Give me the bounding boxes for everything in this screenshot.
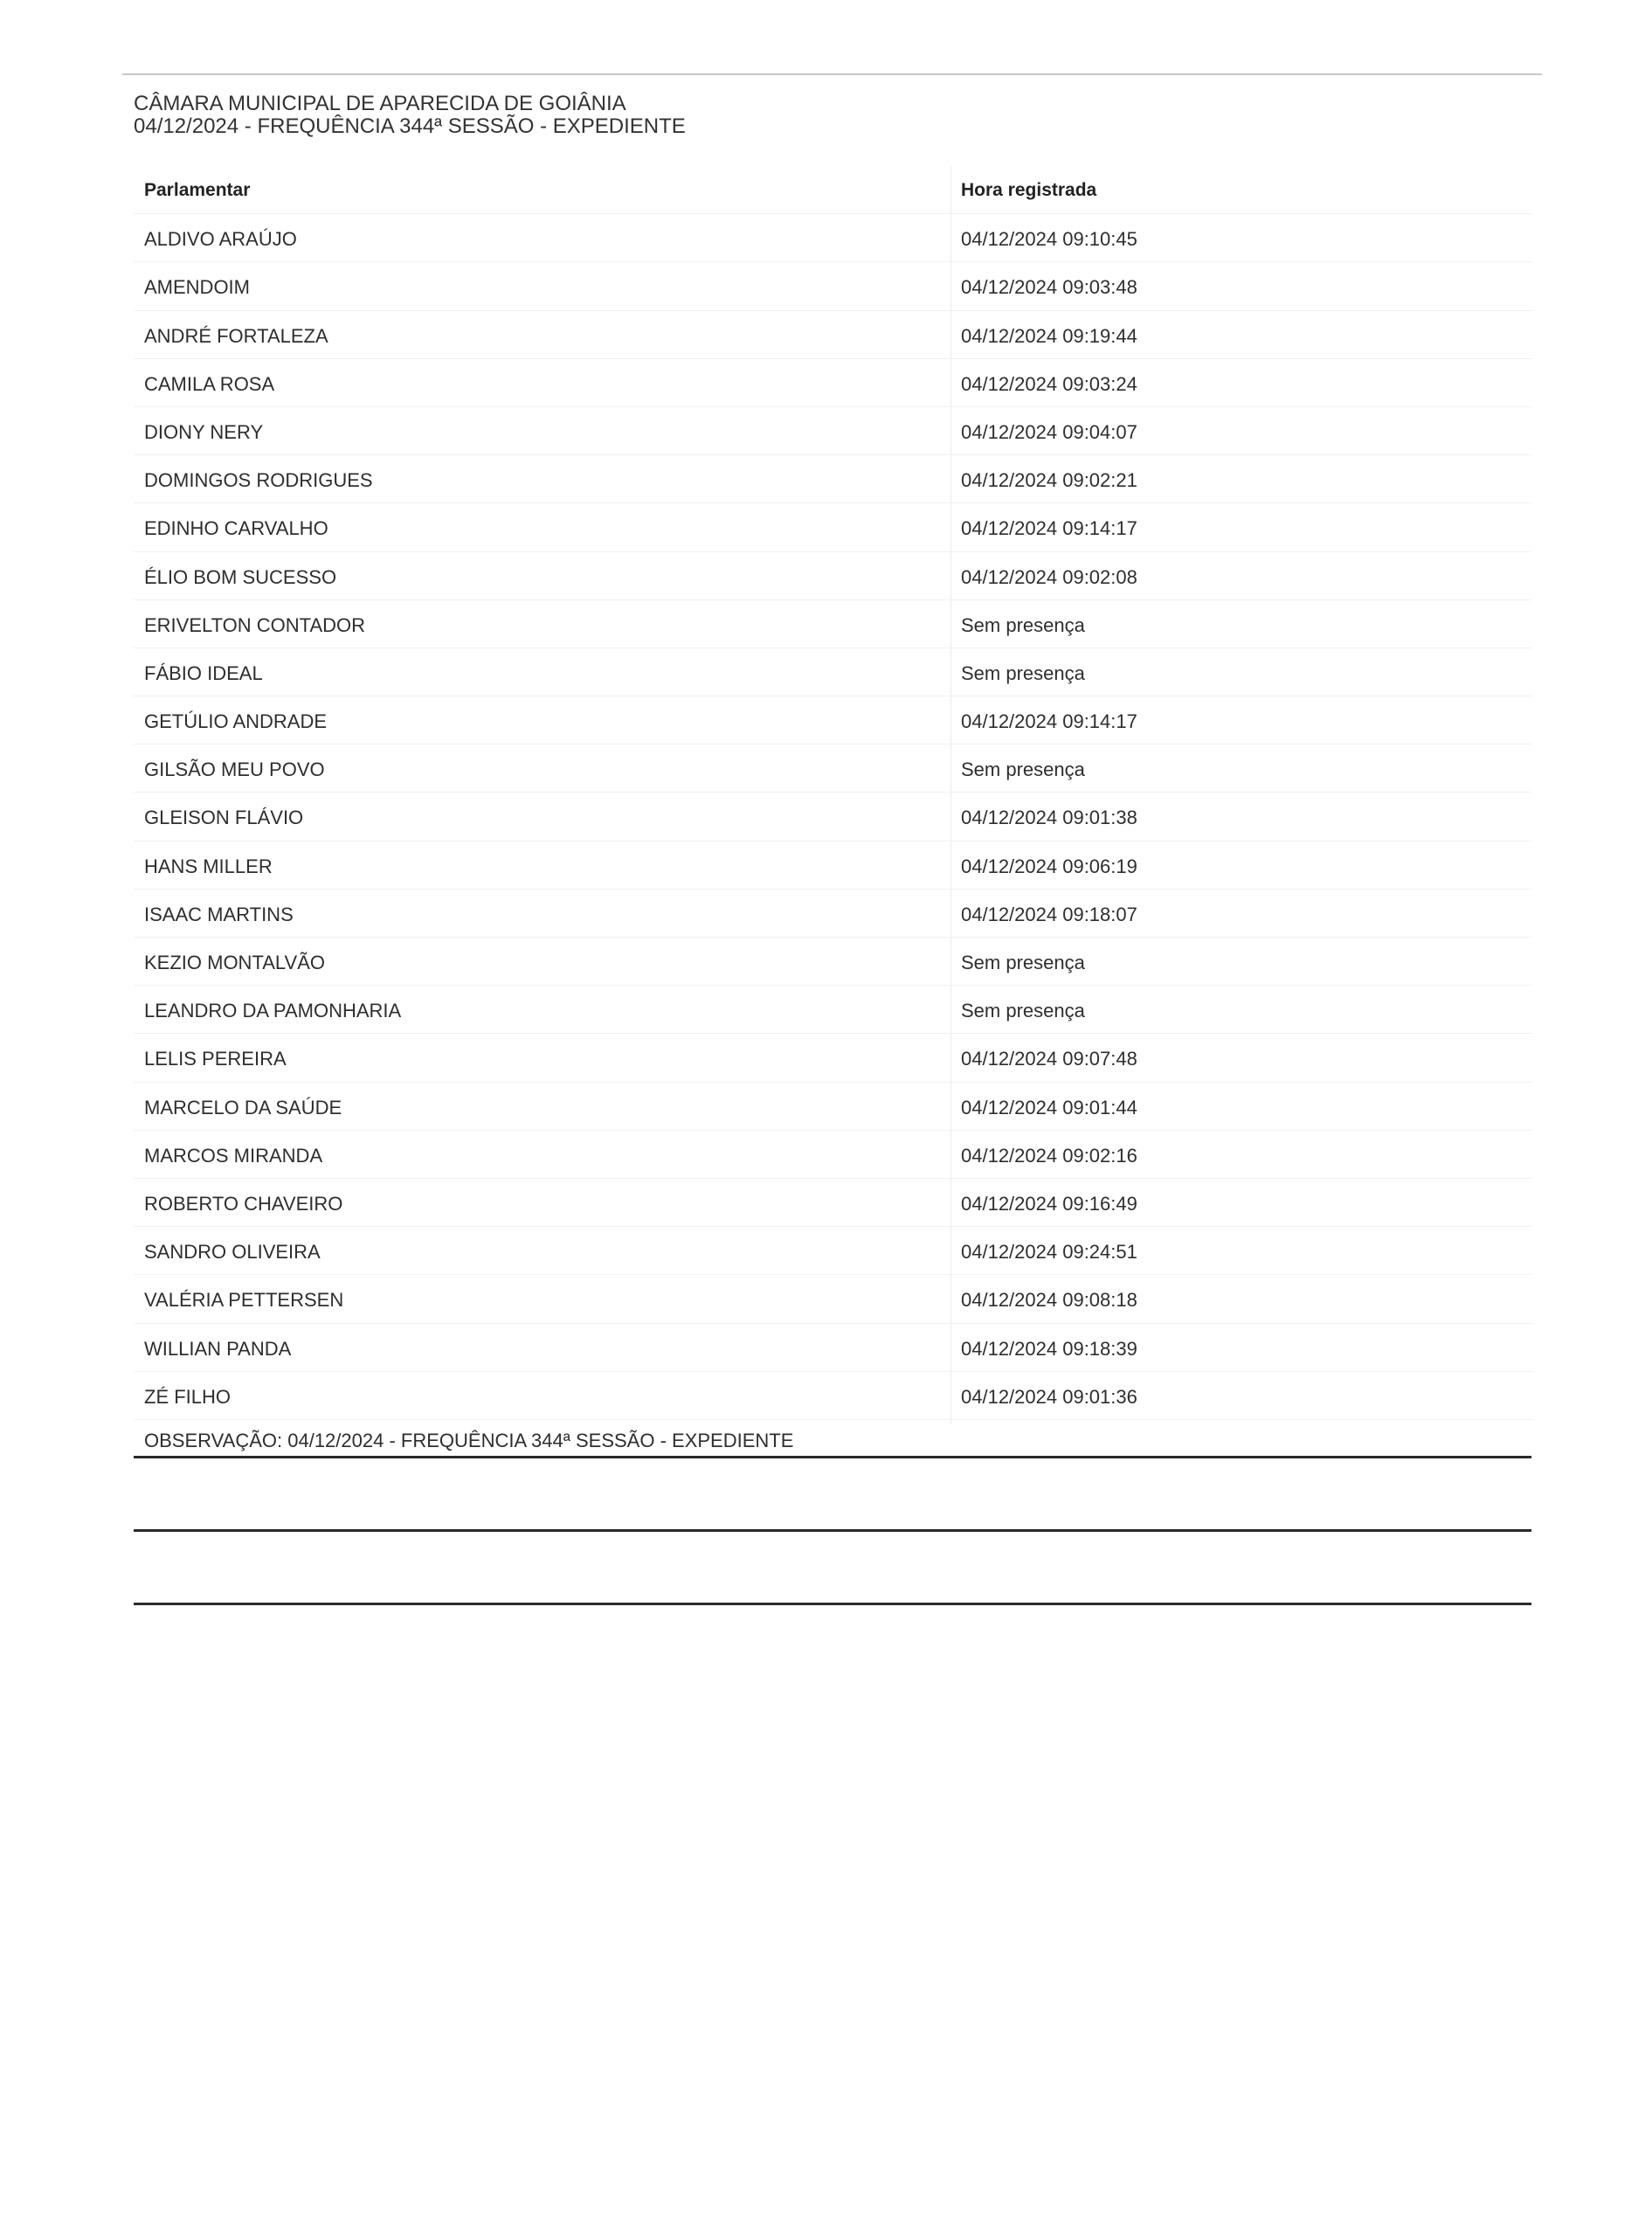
- parlamentar-name: FÁBIO IDEAL: [144, 661, 263, 684]
- parlamentar-name: DOMINGOS RODRIGUES: [144, 469, 373, 492]
- parlamentar-name: ÉLIO BOM SUCESSO: [144, 565, 337, 588]
- parlamentar-name: ROBERTO CHAVEIRO: [144, 1192, 343, 1215]
- parlamentar-name: CAMILA ROSA: [144, 372, 275, 395]
- session-title: 04/12/2024 - FREQUÊNCIA 344ª SESSÃO - EXPEDIENTE: [134, 114, 686, 138]
- registered-time: 04/12/2024 09:02:16: [961, 1144, 1137, 1167]
- table-row: [134, 696, 1531, 745]
- table-row: [134, 359, 1531, 407]
- column-header-parlamentar: Parlamentar: [144, 180, 251, 200]
- registered-time: Sem presença: [961, 661, 1085, 684]
- signature-line-2: [134, 1529, 1531, 1532]
- parlamentar-name: VALÉRIA PETTERSEN: [144, 1289, 344, 1312]
- parlamentar-name: GETÚLIO ANDRADE: [144, 710, 328, 733]
- registered-time: Sem presença: [961, 952, 1085, 973]
- parlamentar-name: ERIVELTON CONTADOR: [144, 613, 366, 636]
- table-row: [134, 455, 1531, 503]
- table-row: [134, 1131, 1531, 1179]
- parlamentar-name: KEZIO MONTALVÃO: [144, 952, 325, 973]
- table-row: [134, 1275, 1531, 1323]
- registered-time: 04/12/2024 09:06:19: [961, 855, 1137, 877]
- table-row: [134, 1034, 1531, 1082]
- table-row: [134, 793, 1531, 841]
- parlamentar-name: LELIS PEREIRA: [144, 1048, 287, 1070]
- registered-time: 04/12/2024 09:10:45: [961, 228, 1137, 251]
- observation-text: OBSERVAÇÃO: 04/12/2024 - FREQUÊNCIA 344ª SESSÃO - EXPEDIENTE: [144, 1430, 794, 1451]
- table-row: [134, 841, 1531, 890]
- table-row: [134, 745, 1531, 793]
- attendance-table: [134, 166, 1531, 1420]
- registered-time: Sem presença: [961, 613, 1085, 636]
- parlamentar-name: SANDRO OLIVEIRA: [144, 1241, 321, 1264]
- registered-time: 04/12/2024 09:03:48: [961, 276, 1137, 299]
- table-row: [134, 262, 1531, 310]
- registered-time: Sem presença: [961, 1000, 1085, 1022]
- registered-time: 04/12/2024 09:02:08: [961, 565, 1137, 588]
- table-row: [134, 890, 1531, 938]
- registered-time: 04/12/2024 09:14:17: [961, 710, 1137, 733]
- table-row: [134, 938, 1531, 986]
- parlamentar-name: WILLIAN PANDA: [144, 1337, 292, 1360]
- parlamentar-name: ALDIVO ARAÚJO: [144, 228, 297, 251]
- registered-time: Sem presença: [961, 758, 1085, 781]
- table-row: [134, 311, 1531, 359]
- parlamentar-name: MARCELO DA SAÚDE: [144, 1096, 342, 1118]
- registered-time: 04/12/2024 09:14:17: [961, 517, 1137, 540]
- registered-time: 04/12/2024 09:04:07: [961, 420, 1137, 443]
- signature-line-1: [134, 1456, 1531, 1458]
- table-row: [134, 648, 1531, 696]
- table-row: [134, 1372, 1531, 1420]
- registered-time: 04/12/2024 09:24:51: [961, 1241, 1137, 1264]
- table-header-row: [134, 166, 1531, 214]
- top-divider: [122, 73, 1542, 75]
- column-header-hora-registrada: Hora registrada: [961, 180, 1097, 200]
- registered-time: 04/12/2024 09:03:24: [961, 372, 1137, 395]
- table-row: [134, 214, 1531, 262]
- registered-time: 04/12/2024 09:01:36: [961, 1385, 1137, 1408]
- registered-time: 04/12/2024 09:18:07: [961, 903, 1137, 925]
- table-row: [134, 1083, 1531, 1131]
- registered-time: 04/12/2024 09:18:39: [961, 1337, 1137, 1360]
- registered-time: 04/12/2024 09:02:21: [961, 469, 1137, 492]
- parlamentar-name: ZÉ FILHO: [144, 1385, 232, 1408]
- parlamentar-name: GILSÃO MEU POVO: [144, 758, 325, 781]
- table-row: [134, 986, 1531, 1034]
- registered-time: 04/12/2024 09:19:44: [961, 324, 1137, 347]
- signature-line-3: [134, 1603, 1531, 1605]
- registered-time: 04/12/2024 09:07:48: [961, 1048, 1137, 1070]
- parlamentar-name: EDINHO CARVALHO: [144, 517, 328, 540]
- parlamentar-name: AMENDOIM: [144, 276, 250, 299]
- table-row: [134, 1227, 1531, 1275]
- registered-time: 04/12/2024 09:01:44: [961, 1096, 1137, 1118]
- table-row: [134, 600, 1531, 648]
- table-row: [134, 552, 1531, 600]
- parlamentar-name: LEANDRO DA PAMONHARIA: [144, 1000, 402, 1022]
- parlamentar-name: DIONY NERY: [144, 420, 264, 443]
- document-header: [134, 93, 686, 138]
- table-row: [134, 407, 1531, 455]
- registered-time: 04/12/2024 09:08:18: [961, 1289, 1137, 1312]
- institution-title: CÂMARA MUNICIPAL DE APARECIDA DE GOIÂNIA: [134, 92, 626, 115]
- parlamentar-name: ANDRÉ FORTALEZA: [144, 324, 328, 347]
- table-row: [134, 1179, 1531, 1227]
- parlamentar-name: HANS MILLER: [144, 855, 273, 877]
- registered-time: 04/12/2024 09:16:49: [961, 1192, 1137, 1215]
- table-row: [134, 503, 1531, 551]
- parlamentar-name: GLEISON FLÁVIO: [144, 807, 304, 829]
- registered-time: 04/12/2024 09:01:38: [961, 807, 1137, 829]
- parlamentar-name: MARCOS MIRANDA: [144, 1144, 323, 1167]
- parlamentar-name: ISAAC MARTINS: [144, 903, 294, 925]
- table-row: [134, 1324, 1531, 1372]
